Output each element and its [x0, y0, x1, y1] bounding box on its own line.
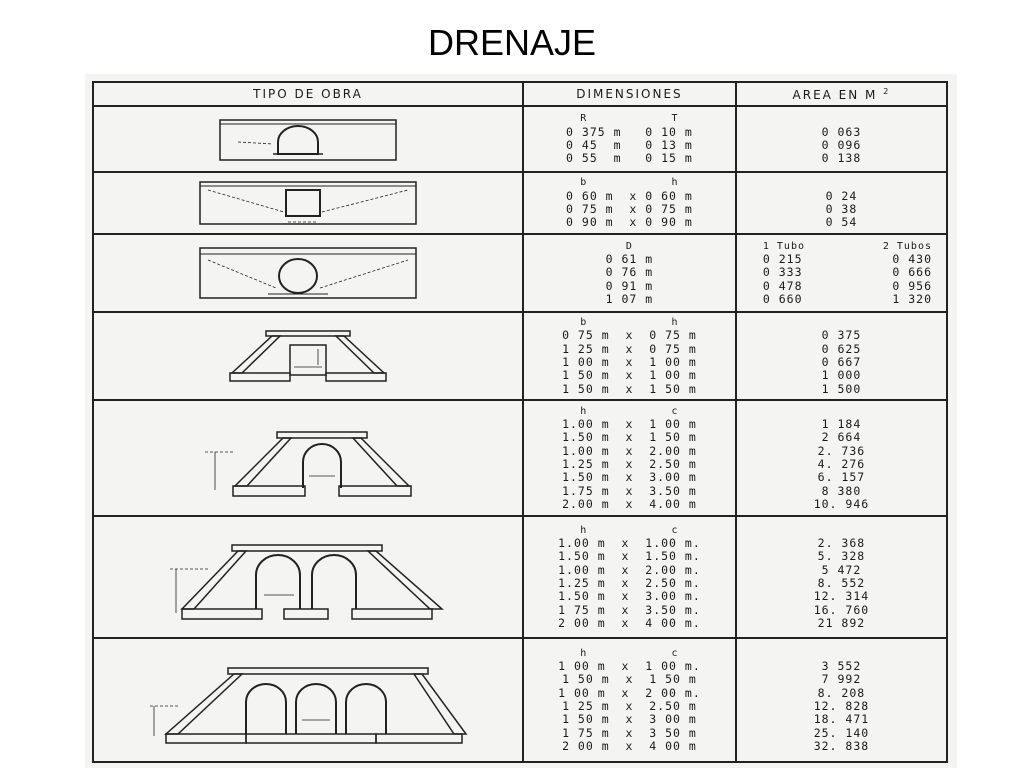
area-value: 0 138 [821, 151, 862, 166]
area-value: 1 000 [821, 368, 862, 383]
dim-value: 1 00 m x 1 00 m. [558, 659, 701, 674]
area-value: 0 063 [821, 124, 862, 139]
dim-value: 1.00 m x 2.00 m. [558, 562, 701, 577]
table-row [93, 106, 947, 172]
header-area-superscript: 2 [883, 86, 891, 96]
table-row [93, 172, 947, 234]
area-value: 3 552 [821, 659, 862, 674]
dim-value: 1 50 m x 1 00 m [562, 368, 697, 383]
area-value: 0 430 [892, 252, 932, 267]
dim-header: h c [580, 647, 679, 659]
area-value: 1 320 [892, 291, 932, 306]
area-value: 0 38 [825, 202, 858, 216]
dim-value: 0 76 m [605, 265, 654, 280]
area-value: 0 54 [825, 215, 858, 230]
dim-value: 1 75 m x 3 50 m [562, 725, 697, 740]
header-tipo-de-obra: TIPO DE OBRA [93, 82, 523, 106]
area-value: 32. 838 [813, 738, 870, 753]
dim-value: 1.00 m x 1 00 m [562, 417, 697, 432]
dim-value: 1 25 m x 2.50 m [562, 699, 697, 713]
dim-value: 1.50 m x 1.50 m. [558, 549, 701, 564]
dim-value: 1 50 m x 1 50 m [562, 381, 697, 396]
table-row [93, 234, 947, 312]
area-value: 0 667 [821, 355, 862, 369]
dim-value: 0 75 m x 0 75 m [566, 202, 693, 216]
culvert-pipe-icon [94, 242, 522, 304]
area-value: 25. 140 [813, 725, 870, 740]
area-value: 12. 314 [813, 589, 870, 604]
dim-value: 1.75 m x 3.50 m [562, 483, 697, 498]
area-value: 1 500 [821, 381, 862, 396]
single-arch-culvert-icon [94, 412, 522, 504]
area-value: 21 892 [817, 615, 866, 630]
area-value: 12. 828 [813, 699, 870, 713]
table-header-row [93, 82, 947, 106]
drainage-table [92, 81, 948, 763]
page-title: DRENAJE [427, 22, 597, 63]
dim-header: R T [580, 113, 679, 125]
dim-value: 1.50 m x 3.00 m [562, 470, 697, 485]
area-value: 0 956 [892, 278, 932, 293]
area-value: 0 096 [821, 138, 862, 152]
area-value: 18. 471 [813, 712, 870, 727]
table-row [93, 516, 947, 638]
area-value: 16. 760 [813, 602, 870, 617]
area-value: 8 380 [821, 483, 862, 498]
area-value: 0 660 [762, 291, 803, 306]
dim-value: 1 50 m x 3 00 m [562, 712, 697, 727]
culvert-arch-icon [94, 114, 522, 164]
area-value: 0 625 [821, 341, 862, 356]
area-value: 0 478 [762, 278, 803, 293]
dim-value: 1 75 m x 3.50 m. [558, 602, 701, 617]
area-value: 10. 946 [813, 496, 870, 511]
area-value: 1 184 [821, 417, 862, 432]
triple-arch-culvert-icon [94, 652, 522, 748]
table-row [93, 312, 947, 400]
header-area-label: AREA EN M [792, 87, 878, 102]
dim-value: 0 91 m [605, 278, 654, 293]
dim-value: 2.00 m x 4.00 m [562, 496, 697, 511]
dim-value: 1 07 m [605, 291, 654, 306]
table-row [93, 400, 947, 516]
header-area [736, 82, 947, 106]
dim-header: D [625, 240, 633, 252]
dim-header: h c [580, 524, 679, 536]
dim-header: h c [580, 405, 679, 417]
box-culvert-wingwalls-icon [94, 323, 522, 389]
area-value: 7 992 [821, 672, 862, 687]
dim-value: 1.50 m x 3.00 m. [558, 589, 701, 604]
dim-value: 1.00 m x 1.00 m. [558, 536, 701, 551]
area-value: 0 666 [892, 265, 932, 280]
area-value: 0 375 [821, 328, 862, 343]
header-dimensiones: DIMENSIONES [523, 82, 736, 106]
area-value: 2 664 [821, 430, 862, 445]
dim-value: 0 375 m 0 10 m [566, 124, 693, 139]
dim-value: 0 55 m 0 15 m [566, 151, 693, 166]
dim-value: 2 00 m x 4 00 m. [558, 615, 701, 630]
area-value: 8. 208 [817, 685, 866, 700]
dim-value: 0 90 m x 0 90 m [566, 215, 693, 230]
dim-value: 1 00 m x 2 00 m. [558, 685, 701, 700]
dim-value: 0 45 m 0 13 m [566, 138, 693, 152]
dim-value: 1.25 m x 2.50 m. [558, 576, 701, 590]
area-value: 8. 552 [817, 576, 866, 590]
dim-value: 1.25 m x 2.50 m [562, 457, 697, 471]
dim-value: 1 25 m x 0 75 m [562, 341, 697, 356]
double-arch-culvert-icon [94, 529, 522, 625]
area-value: 0 215 [762, 252, 803, 267]
area-value: 4. 276 [817, 457, 866, 471]
area-header-1-tubo: 1 Tubo [762, 240, 805, 252]
dim-header: b h [580, 317, 679, 329]
dim-value: 2 00 m x 4 00 m [562, 738, 697, 753]
dim-value: 0 60 m x 0 60 m [566, 188, 693, 203]
table-row [93, 638, 947, 762]
culvert-box-icon [94, 178, 522, 228]
area-value: 2. 736 [817, 443, 866, 458]
area-value: 5 472 [821, 562, 862, 577]
area-header-2-tubos: 2 Tubos [882, 240, 932, 252]
dim-value: 1.50 m x 1 50 m [562, 430, 697, 445]
area-value: 5. 328 [817, 549, 866, 564]
dim-header: b h [580, 177, 679, 189]
area-value: 6. 157 [817, 470, 866, 485]
area-value: 0 333 [762, 265, 803, 280]
dim-value: 1 00 m x 1 00 m [562, 355, 697, 369]
dim-value: 1 50 m x 1 50 m [562, 672, 697, 687]
area-value: 2. 368 [817, 536, 866, 551]
dim-value: 0 75 m x 0 75 m [562, 328, 697, 343]
dim-value: 1.00 m x 2.00 m [562, 443, 697, 458]
dim-value: 0 61 m [605, 252, 654, 267]
area-value: 0 24 [825, 188, 858, 203]
